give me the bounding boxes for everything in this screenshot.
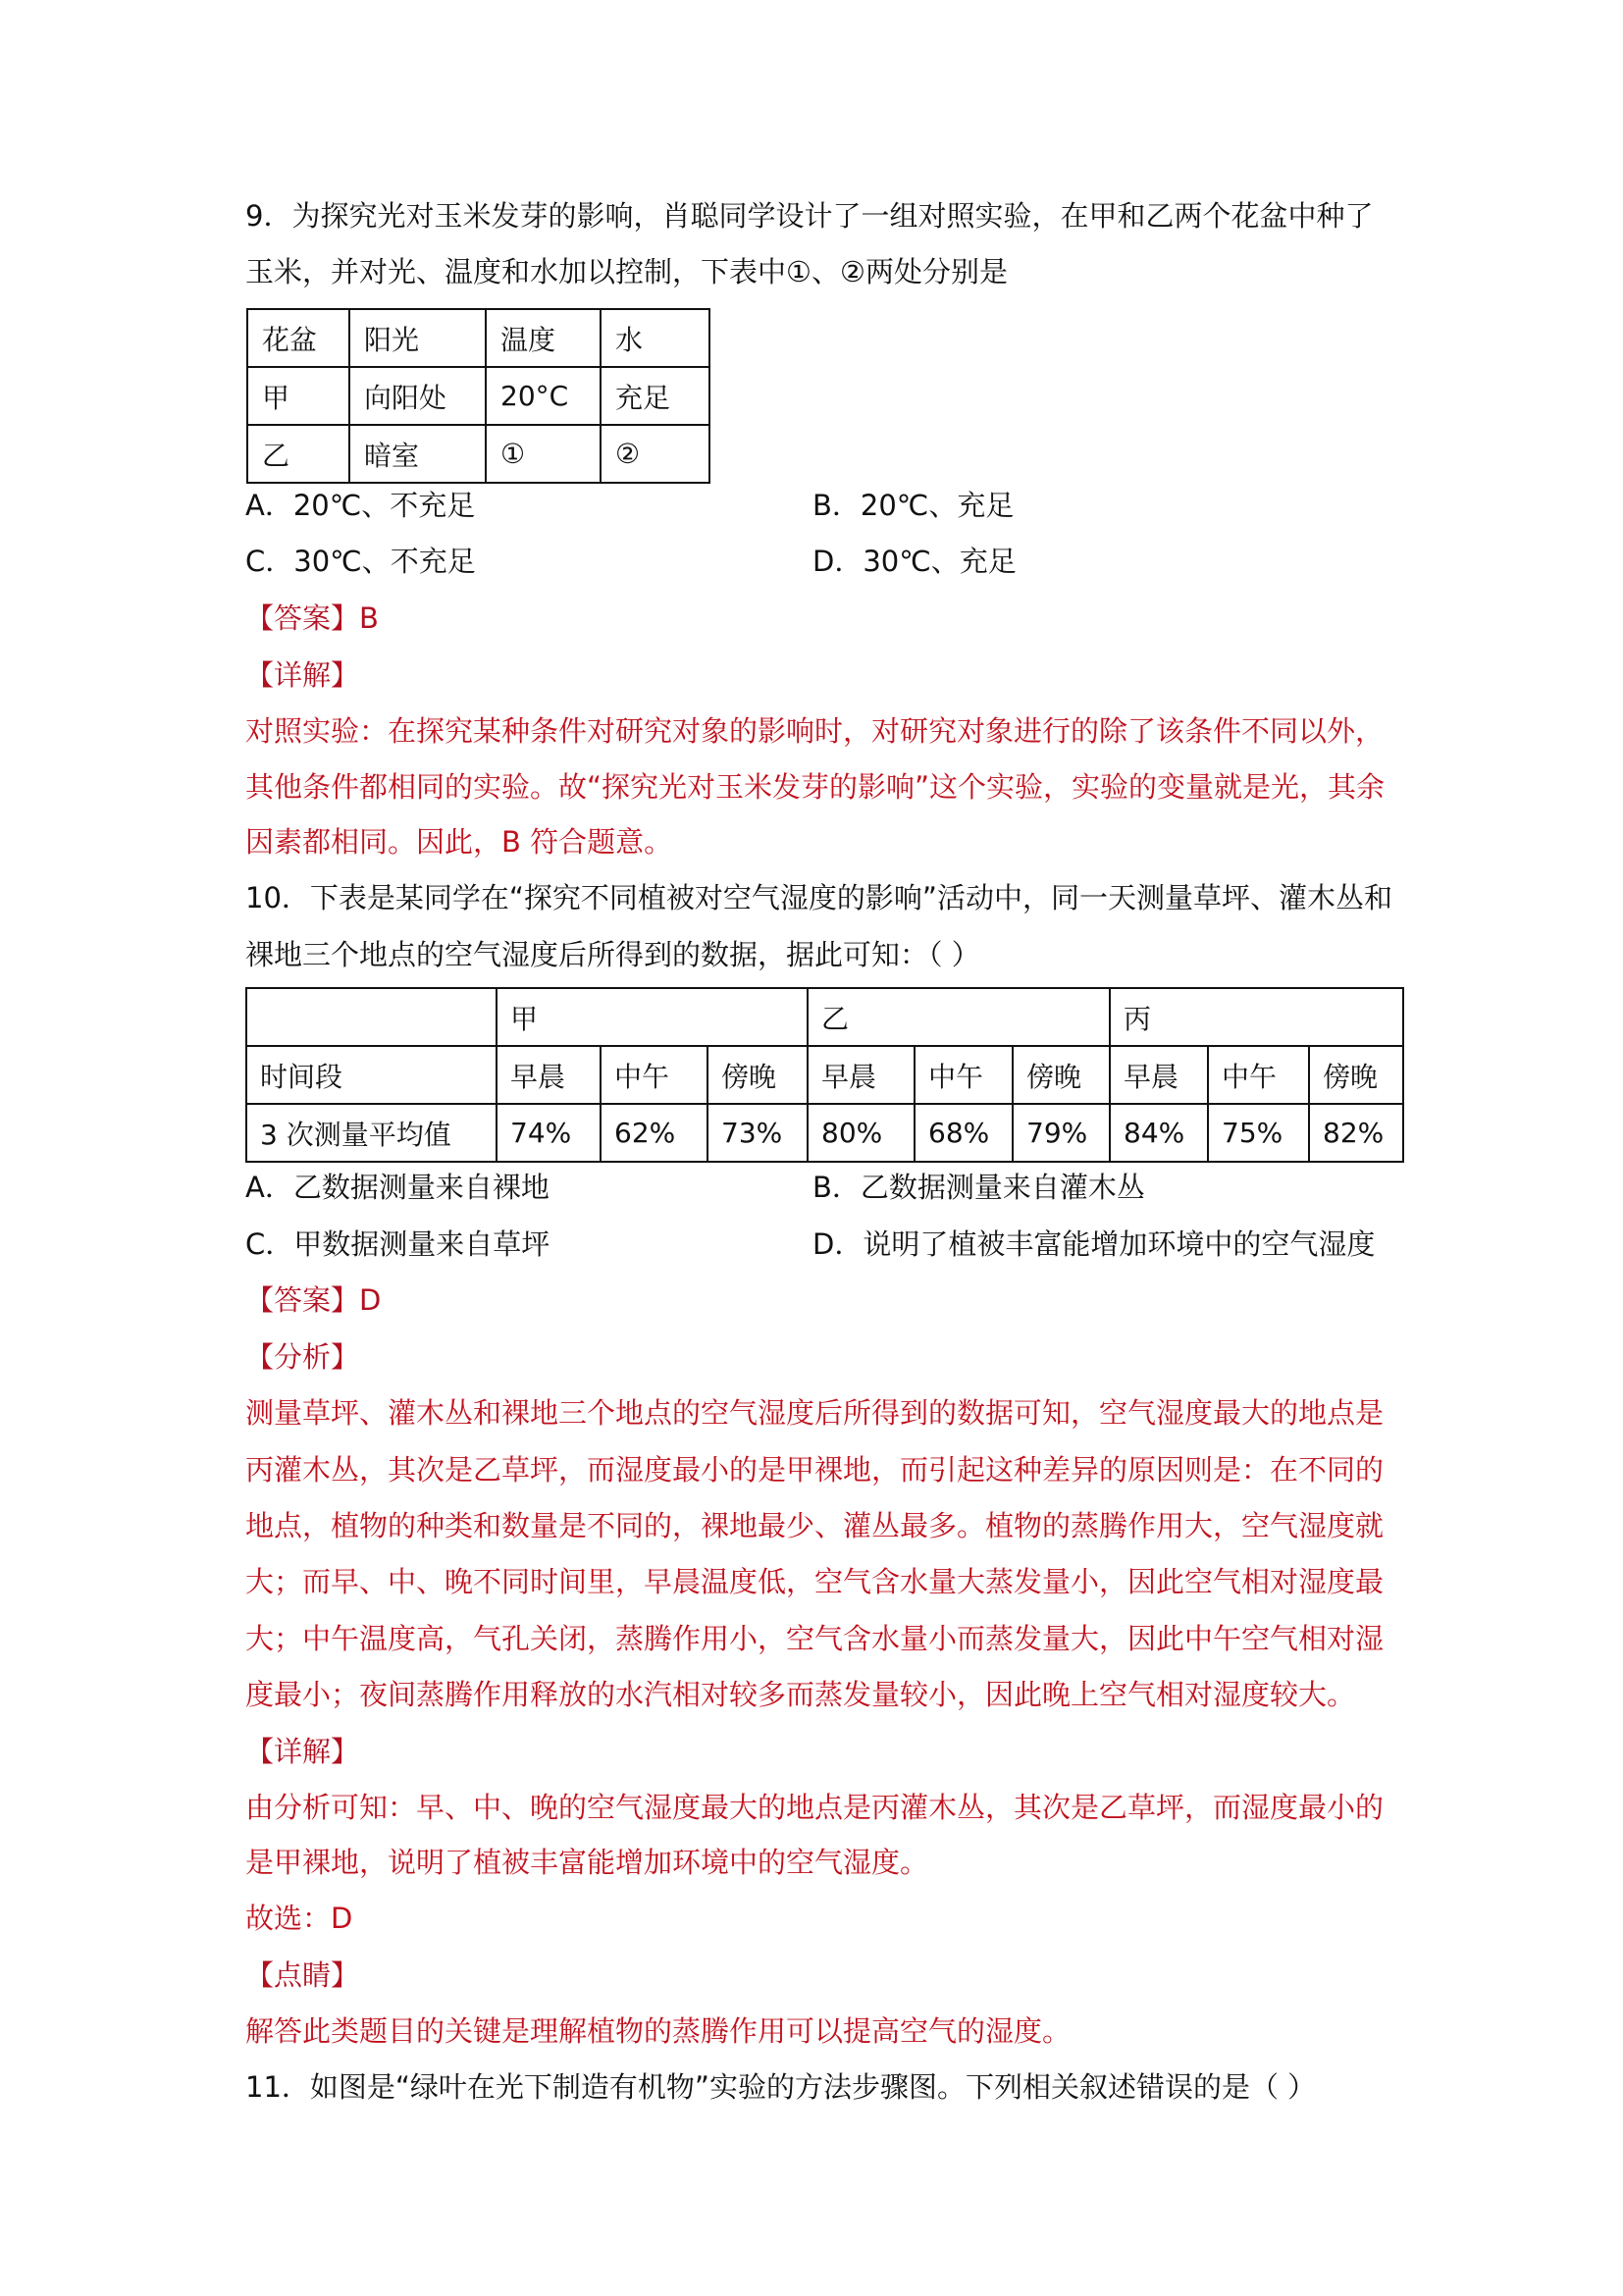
q10-option-d: D．说明了植被丰富能增加环境中的空气湿度 xyxy=(812,1227,1376,1261)
q9-stem-line2: 玉米，并对光、温度和水加以控制，下表中①、②两处分别是 xyxy=(245,255,1008,288)
q10-stem-line1: 10．下表是某同学在“探究不同植被对空气湿度的影响”活动中，同一天测量草坪、灌木丛和 xyxy=(245,881,1392,914)
answer-tag: 【答案】 xyxy=(245,601,360,635)
table-cell: 早晨 xyxy=(497,1046,601,1104)
table-cell: 水 xyxy=(601,309,709,367)
table-row xyxy=(247,367,709,425)
q9-detail-line: 因素都相同。因此，B 符合题意。 xyxy=(245,825,673,859)
table-cell: 68% xyxy=(915,1104,1013,1162)
q9-option-b: B．20℃、充足 xyxy=(812,489,1015,522)
q10-answer xyxy=(245,1280,381,1320)
q10-table xyxy=(245,987,1404,1163)
q9-answer xyxy=(245,599,379,638)
table-cell: 向阳处 xyxy=(349,367,486,425)
table-cell: 20°C xyxy=(486,367,601,425)
table-cell: 甲 xyxy=(247,367,349,425)
table-cell: ① xyxy=(486,425,601,483)
q10-choice: 故选：D xyxy=(245,1902,353,1935)
q9-stem-line1: 9．为探究光对玉米发芽的影响，肖聪同学设计了一组对照实验，在甲和乙两个花盆中种了 xyxy=(245,199,1374,233)
q10-analysis-line: 大；而早、中、晚不同时间里，早晨温度低，空气含水量大蒸发量小，因此空气相对湿度最 xyxy=(245,1565,1385,1598)
table-group-header: 甲 xyxy=(497,988,808,1046)
table-cell: 73% xyxy=(707,1104,808,1162)
q9-detail-tag: 【详解】 xyxy=(245,658,360,692)
q10-detail-line: 是甲裸地，说明了植被丰富能增加环境中的空气湿度。 xyxy=(245,1846,929,1879)
answer-value: D xyxy=(359,1283,382,1317)
q10-option-b: B．乙数据测量来自灌木丛 xyxy=(812,1171,1145,1204)
table-cell: 早晨 xyxy=(808,1046,915,1104)
table-cell: 80% xyxy=(808,1104,915,1162)
q11-stem-line1: 11．如图是“绿叶在光下制造有机物”实验的方法步骤图。下列相关叙述错误的是（ ） xyxy=(245,2070,1317,2104)
q10-option-c: C．甲数据测量来自草坪 xyxy=(245,1227,550,1261)
table-group-header: 丙 xyxy=(1110,988,1403,1046)
q10-stem-line2: 裸地三个地点的空气湿度后所得到的数据，据此可知：（ ） xyxy=(245,938,980,971)
table-cell: 82% xyxy=(1309,1104,1403,1162)
q9-option-d: D．30℃、充足 xyxy=(812,545,1017,578)
table-row-label: 3 次测量平均值 xyxy=(246,1104,497,1162)
table-cell xyxy=(246,988,497,1046)
table-row xyxy=(246,1104,1403,1162)
table-cell: 中午 xyxy=(601,1046,707,1104)
table-cell: ② xyxy=(601,425,709,483)
table-cell: 74% xyxy=(497,1104,601,1162)
q10-analysis-tag: 【分析】 xyxy=(245,1340,360,1374)
q10-option-a: A．乙数据测量来自裸地 xyxy=(245,1171,550,1204)
answer-tag: 【答案】 xyxy=(245,1283,360,1317)
table-cell: 75% xyxy=(1208,1104,1309,1162)
table-cell: 79% xyxy=(1013,1104,1110,1162)
table-row-label: 时间段 xyxy=(246,1046,497,1104)
table-row xyxy=(247,425,709,483)
q9-table xyxy=(246,308,710,484)
q9-detail-line: 其他条件都相同的实验。故“探究光对玉米发芽的影响”这个实验，实验的变量就是光，其余 xyxy=(245,770,1386,804)
answer-value: B xyxy=(359,601,379,635)
q10-analysis-line: 度最小；夜间蒸腾作用释放的水汽相对较多而蒸发量较小，因此晚上空气相对湿度较大。 xyxy=(245,1678,1356,1711)
table-cell: 暗室 xyxy=(349,425,486,483)
table-cell: 中午 xyxy=(1208,1046,1309,1104)
q10-detail-line: 由分析可知：早、中、晚的空气湿度最大的地点是丙灌木丛，其次是乙草坪，而湿度最小的 xyxy=(245,1791,1385,1824)
table-cell: 傍晚 xyxy=(1309,1046,1403,1104)
table-cell: 傍晚 xyxy=(707,1046,808,1104)
q10-tip-line: 解答此类题目的关键是理解植物的蒸腾作用可以提高空气的湿度。 xyxy=(245,2014,1072,2048)
table-row xyxy=(247,309,709,367)
table-cell: 充足 xyxy=(601,367,709,425)
table-cell: 温度 xyxy=(486,309,601,367)
table-cell: 傍晚 xyxy=(1013,1046,1110,1104)
table-cell: 乙 xyxy=(247,425,349,483)
table-cell: 早晨 xyxy=(1110,1046,1208,1104)
q10-analysis-line: 测量草坪、灌木丛和裸地三个地点的空气湿度后所得到的数据可知，空气湿度最大的地点是 xyxy=(245,1396,1385,1430)
q9-option-c: C．30℃、不充足 xyxy=(245,545,476,578)
q10-analysis-line: 大；中午温度高，气孔关闭，蒸腾作用小，空气含水量小而蒸发量大，因此中午空气相对湿 xyxy=(245,1622,1385,1655)
table-group-header: 乙 xyxy=(808,988,1110,1046)
table-cell: 62% xyxy=(601,1104,707,1162)
q10-detail-tag: 【详解】 xyxy=(245,1735,360,1768)
table-row xyxy=(246,988,1403,1046)
q9-option-a: A．20℃、不充足 xyxy=(245,489,476,522)
q10-analysis-line: 地点，植物的种类和数量是不同的，裸地最少、灌丛最多。植物的蒸腾作用大，空气湿度就 xyxy=(245,1509,1385,1542)
table-cell: 阳光 xyxy=(349,309,486,367)
table-row xyxy=(246,1046,1403,1104)
q10-tip-tag: 【点睛】 xyxy=(245,1958,360,1992)
table-cell: 花盆 xyxy=(247,309,349,367)
table-cell: 84% xyxy=(1110,1104,1208,1162)
q10-analysis-line: 丙灌木丛，其次是乙草坪，而湿度最小的是甲裸地，而引起这种差异的原因则是：在不同的 xyxy=(245,1453,1385,1487)
table-cell: 中午 xyxy=(915,1046,1013,1104)
q9-detail-line: 对照实验：在探究某种条件对研究对象的影响时，对研究对象进行的除了该条件不同以外， xyxy=(245,714,1385,748)
